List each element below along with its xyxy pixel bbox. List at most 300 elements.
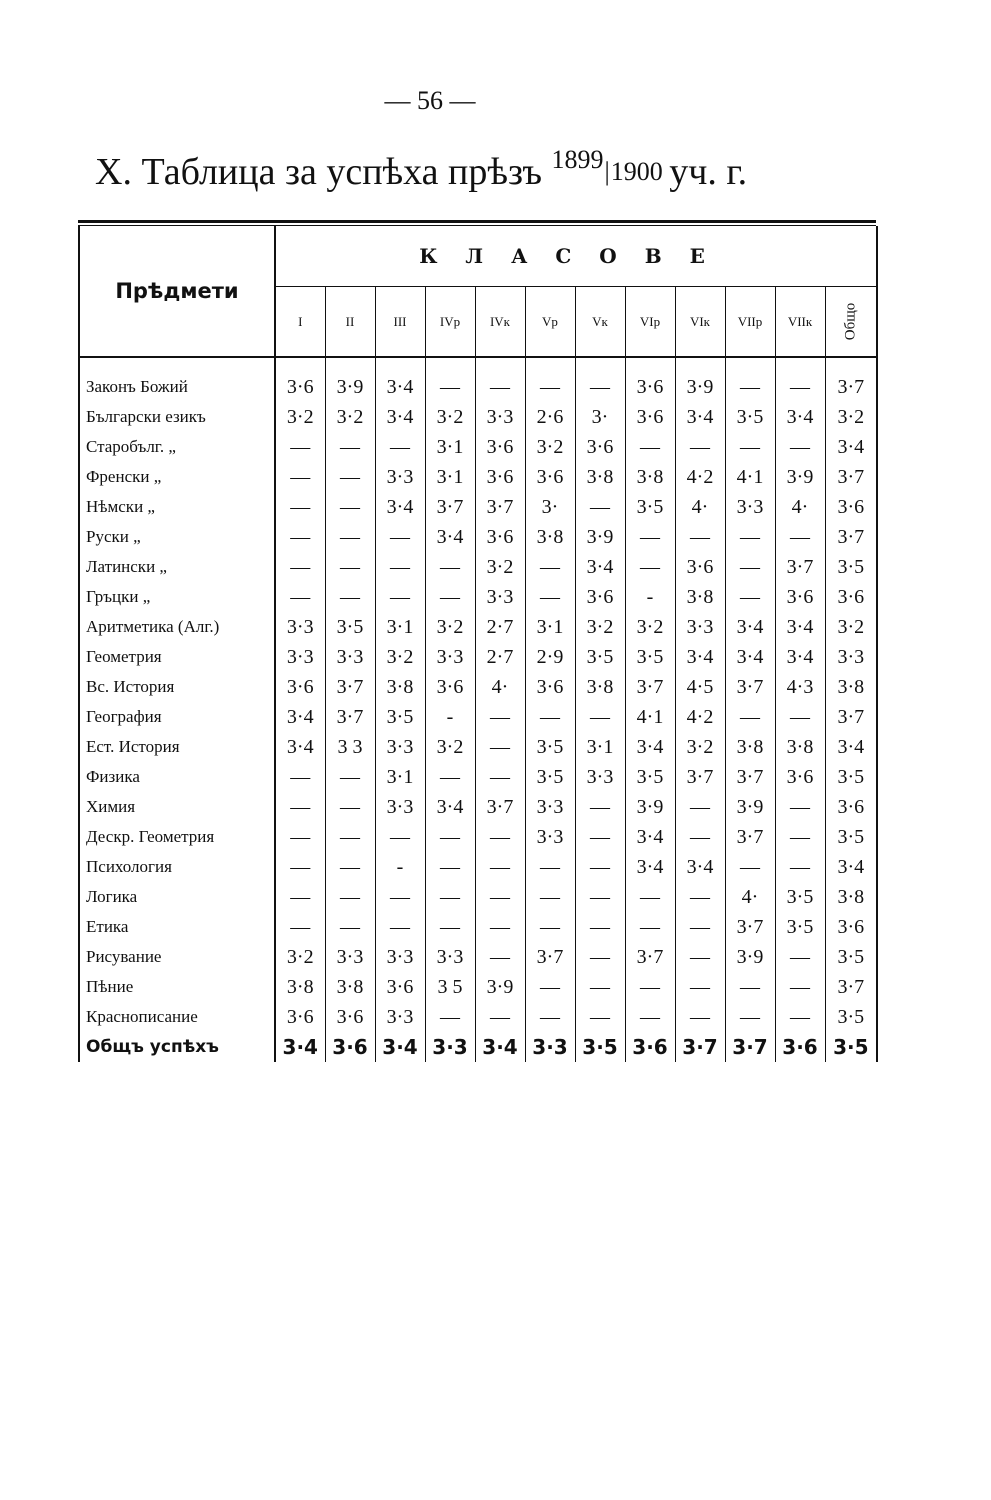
grade-cell: — xyxy=(475,702,525,732)
subject-cell: Старобълг. „ xyxy=(79,432,275,462)
subject-cell: Български езикъ xyxy=(79,402,275,432)
grade-cell: 4·2 xyxy=(675,702,725,732)
grade-cell: — xyxy=(625,1002,675,1032)
grade-cell: 3·1 xyxy=(575,732,625,762)
grade-cell: 3·4 xyxy=(275,702,325,732)
grade-cell: 3·4 xyxy=(575,552,625,582)
grade-cell: 3·3 xyxy=(375,942,425,972)
grade-cell: — xyxy=(725,702,775,732)
grade-cell: 3·4 xyxy=(375,402,425,432)
subject-cell: Химия xyxy=(79,792,275,822)
grade-cell: 3·5 xyxy=(625,642,675,672)
grade-cell: 4· xyxy=(675,492,725,522)
table-row xyxy=(79,762,877,792)
grade-cell: — xyxy=(425,912,475,942)
grade-cell: — xyxy=(325,582,375,612)
grade-cell: 3·3 xyxy=(675,612,725,642)
class-column-header: Vк xyxy=(575,287,625,357)
classes-group-header: КЛАСОВЕ xyxy=(275,226,877,287)
grade-cell: — xyxy=(275,762,325,792)
table-row xyxy=(79,462,877,492)
grade-cell: 3·6 xyxy=(275,357,325,402)
grade-cell: — xyxy=(675,522,725,552)
grade-cell: 3·6 xyxy=(375,972,425,1002)
grade-cell: 3·9 xyxy=(725,942,775,972)
grade-cell: — xyxy=(575,882,625,912)
grade-cell: — xyxy=(575,357,625,402)
subject-cell: География xyxy=(79,702,275,732)
total-cell: 3·4 xyxy=(825,852,877,882)
total-cell: 3·7 xyxy=(825,522,877,552)
table-row xyxy=(79,522,877,552)
grade-cell: — xyxy=(475,357,525,402)
grade-cell: 4· xyxy=(725,882,775,912)
grade-cell: 3·4 xyxy=(375,1032,425,1062)
grade-cell: 3·2 xyxy=(575,612,625,642)
table-row xyxy=(79,972,877,1002)
grade-cell: — xyxy=(575,822,625,852)
table-row xyxy=(79,672,877,702)
grade-cell: — xyxy=(575,852,625,882)
grade-cell: — xyxy=(325,552,375,582)
grade-cell: 3·9 xyxy=(325,357,375,402)
grade-cell: — xyxy=(325,792,375,822)
grade-cell: — xyxy=(375,432,425,462)
grade-cell: 3 3 xyxy=(325,732,375,762)
grade-cell: 3·3 xyxy=(425,942,475,972)
total-cell: 3·2 xyxy=(825,612,877,642)
grade-cell: 3·4 xyxy=(725,612,775,642)
total-cell: 3·5 xyxy=(825,1032,877,1062)
grade-cell: 3·2 xyxy=(375,642,425,672)
class-column-header: Vр xyxy=(525,287,575,357)
grade-cell: — xyxy=(425,882,475,912)
grade-cell: 3·7 xyxy=(325,702,375,732)
grade-cell: 3·8 xyxy=(725,732,775,762)
grade-cell: 3·9 xyxy=(575,522,625,552)
grade-cell: — xyxy=(325,912,375,942)
grade-cell: — xyxy=(275,432,325,462)
grade-cell: — xyxy=(475,882,525,912)
subject-cell: Латински „ xyxy=(79,552,275,582)
grade-cell: 3·2 xyxy=(425,732,475,762)
grade-cell: 3·3 xyxy=(275,642,325,672)
total-cell: 3·4 xyxy=(825,732,877,762)
grade-cell: 3·6 xyxy=(575,432,625,462)
grade-cell: 3·3 xyxy=(725,492,775,522)
grade-cell: — xyxy=(275,822,325,852)
subject-cell: Общъ успѣхъ xyxy=(79,1032,275,1062)
grade-cell: — xyxy=(525,912,575,942)
title-suffix: уч. г. xyxy=(669,151,748,193)
subject-cell: Френски „ xyxy=(79,462,275,492)
grade-cell: — xyxy=(575,702,625,732)
grade-cell: 3·3 xyxy=(525,1032,575,1062)
subject-cell: Законъ Божий xyxy=(79,357,275,402)
grade-cell: 3·2 xyxy=(525,432,575,462)
class-column-header: IVк xyxy=(475,287,525,357)
grade-cell: 3·6 xyxy=(775,762,825,792)
grade-cell: 3·5 xyxy=(575,642,625,672)
grade-cell: 3·8 xyxy=(575,462,625,492)
table-row xyxy=(79,852,877,882)
grade-cell: — xyxy=(475,1002,525,1032)
grade-cell: 3·2 xyxy=(425,402,475,432)
grade-cell: 3·6 xyxy=(625,402,675,432)
grade-cell: 3·7 xyxy=(425,492,475,522)
title-year-end: 1900 xyxy=(610,157,663,186)
grade-cell: 3·1 xyxy=(425,432,475,462)
grade-cell: — xyxy=(675,792,725,822)
grade-cell: — xyxy=(775,942,825,972)
subject-cell: Руски „ xyxy=(79,522,275,552)
grade-cell: 3·9 xyxy=(725,792,775,822)
grade-cell: 3·9 xyxy=(625,792,675,822)
grade-cell: — xyxy=(675,882,725,912)
grade-cell: 3·4 xyxy=(725,642,775,672)
table-row xyxy=(79,942,877,972)
grade-cell: 4·1 xyxy=(725,462,775,492)
class-column-header: VIр xyxy=(625,287,675,357)
table-row xyxy=(79,492,877,522)
table-row xyxy=(79,582,877,612)
class-column-header: IVр xyxy=(425,287,475,357)
grade-cell: 3·3 xyxy=(425,1032,475,1062)
grade-cell: 3·4 xyxy=(275,1032,325,1062)
grade-cell: — xyxy=(275,462,325,492)
grade-cell: — xyxy=(325,522,375,552)
grade-cell: 3·4 xyxy=(425,522,475,552)
grade-cell: 3·6 xyxy=(325,1032,375,1062)
grade-cell: 3·5 xyxy=(525,762,575,792)
subject-cell: Ест. История xyxy=(79,732,275,762)
class-column-header: III xyxy=(375,287,425,357)
grade-cell: — xyxy=(625,432,675,462)
grade-cell: — xyxy=(775,972,825,1002)
grade-cell: — xyxy=(325,822,375,852)
total-cell: 3·5 xyxy=(825,552,877,582)
grade-cell: — xyxy=(425,822,475,852)
grade-cell: 3·7 xyxy=(725,912,775,942)
grade-cell: — xyxy=(675,912,725,942)
grade-cell: 3·5 xyxy=(625,762,675,792)
grade-cell: 3·4 xyxy=(675,852,725,882)
grade-cell: — xyxy=(725,1002,775,1032)
grade-cell: — xyxy=(275,492,325,522)
grade-cell: 3·7 xyxy=(675,1032,725,1062)
grade-cell: — xyxy=(375,912,425,942)
results-table xyxy=(78,226,878,1062)
grade-cell: 3·8 xyxy=(375,672,425,702)
grade-cell: — xyxy=(375,522,425,552)
total-cell: 3·5 xyxy=(825,1002,877,1032)
grade-cell: 3·1 xyxy=(375,762,425,792)
grade-cell: — xyxy=(525,357,575,402)
table-row xyxy=(79,357,877,402)
grade-cell: — xyxy=(725,357,775,402)
grade-cell: 3·6 xyxy=(775,1032,825,1062)
table-row xyxy=(79,792,877,822)
grade-cell: 3·7 xyxy=(625,942,675,972)
page-number: — 56 — xyxy=(384,86,476,115)
grade-cell: 2·6 xyxy=(525,402,575,432)
grade-cell: 3·3 xyxy=(325,942,375,972)
grade-cell: 3·1 xyxy=(425,462,475,492)
grade-cell: 3·5 xyxy=(625,492,675,522)
grade-cell: — xyxy=(725,852,775,882)
grade-cell: — xyxy=(575,942,625,972)
grade-cell: — xyxy=(525,882,575,912)
total-cell: 3·8 xyxy=(825,882,877,912)
subject-cell: Психология xyxy=(79,852,275,882)
grade-cell: 3· xyxy=(525,492,575,522)
grade-cell: 2·7 xyxy=(475,612,525,642)
grade-cell: 3·7 xyxy=(325,672,375,702)
grade-cell: 3·7 xyxy=(725,672,775,702)
grade-cell: — xyxy=(425,852,475,882)
top-rule xyxy=(78,220,876,223)
subject-cell: Аритметика (Алг.) xyxy=(79,612,275,642)
grade-cell: 3·6 xyxy=(425,672,475,702)
grade-cell: 3·2 xyxy=(675,732,725,762)
grade-cell: — xyxy=(625,912,675,942)
grade-cell: 3·6 xyxy=(475,522,525,552)
grade-cell: 3·5 xyxy=(575,1032,625,1062)
grade-cell: — xyxy=(625,552,675,582)
grade-cell: — xyxy=(525,972,575,1002)
grade-cell: 3· xyxy=(575,402,625,432)
total-cell: 3·6 xyxy=(825,912,877,942)
grade-cell: 3·3 xyxy=(375,462,425,492)
grade-cell: — xyxy=(325,852,375,882)
title-prefix: X. Таблица за успѣха прѣзъ xyxy=(95,151,543,193)
grade-cell: 3·8 xyxy=(325,972,375,1002)
subject-cell: Вс. История xyxy=(79,672,275,702)
grade-cell: 3·4 xyxy=(675,402,725,432)
grade-cell: 3·3 xyxy=(375,792,425,822)
grade-cell: — xyxy=(425,762,475,792)
table-row xyxy=(79,402,877,432)
title-year-start: 1899 xyxy=(551,145,604,174)
grade-cell: 3·4 xyxy=(625,852,675,882)
grade-cell: - xyxy=(375,852,425,882)
grade-cell: 3·7 xyxy=(725,1032,775,1062)
total-column-header xyxy=(825,287,877,357)
grade-cell: — xyxy=(775,852,825,882)
grade-cell: — xyxy=(475,732,525,762)
grade-cell: 3·6 xyxy=(475,432,525,462)
grade-cell: — xyxy=(375,882,425,912)
grade-cell: — xyxy=(275,582,325,612)
grade-cell: — xyxy=(275,882,325,912)
grade-cell: — xyxy=(675,1002,725,1032)
grade-cell: — xyxy=(275,912,325,942)
total-cell: 3·6 xyxy=(825,792,877,822)
grade-cell: — xyxy=(575,912,625,942)
grade-cell: 3·7 xyxy=(525,942,575,972)
grade-cell: — xyxy=(375,552,425,582)
table-row xyxy=(79,882,877,912)
grade-cell: 3·4 xyxy=(675,642,725,672)
grade-cell: 3·2 xyxy=(425,612,475,642)
grade-cell: 3·6 xyxy=(775,582,825,612)
table-body xyxy=(79,357,877,1062)
grade-cell: — xyxy=(525,1002,575,1032)
table-row xyxy=(79,732,877,762)
grade-cell: 3·3 xyxy=(525,822,575,852)
grade-cell: 2·7 xyxy=(475,642,525,672)
total-cell: 3·5 xyxy=(825,942,877,972)
grade-cell: — xyxy=(775,792,825,822)
grade-cell: — xyxy=(275,852,325,882)
grade-cell: — xyxy=(375,582,425,612)
grade-cell: — xyxy=(775,702,825,732)
grade-cell: 3·3 xyxy=(475,402,525,432)
subject-cell: Пѣние xyxy=(79,972,275,1002)
grade-cell: 3·9 xyxy=(675,357,725,402)
grade-cell: 3·3 xyxy=(575,762,625,792)
subject-cell: Краснописание xyxy=(79,1002,275,1032)
grade-cell: 3 5 xyxy=(425,972,475,1002)
table-row xyxy=(79,702,877,732)
grade-cell: 3·7 xyxy=(725,822,775,852)
grade-cell: 4· xyxy=(475,672,525,702)
total-cell: 3·7 xyxy=(825,702,877,732)
total-cell: 3·5 xyxy=(825,822,877,852)
class-column-header: II xyxy=(325,287,375,357)
grade-cell: 3·3 xyxy=(425,642,475,672)
grade-cell: 3·3 xyxy=(325,642,375,672)
grade-cell: 3·8 xyxy=(575,672,625,702)
grade-cell: 3·6 xyxy=(275,1002,325,1032)
grade-cell: 3·4 xyxy=(775,642,825,672)
grade-cell: 3·6 xyxy=(475,462,525,492)
table-row xyxy=(79,1002,877,1032)
grade-cell: 3·7 xyxy=(775,552,825,582)
grade-cell: — xyxy=(275,552,325,582)
grade-cell: 3·8 xyxy=(625,462,675,492)
grade-cell: — xyxy=(575,972,625,1002)
subject-column-header: Прѣдмети xyxy=(79,226,275,357)
grade-cell: 2·9 xyxy=(525,642,575,672)
grade-cell: — xyxy=(425,1002,475,1032)
subject-cell: Нѣмски „ xyxy=(79,492,275,522)
grade-cell: — xyxy=(525,702,575,732)
grade-cell: 3·4 xyxy=(625,822,675,852)
grade-cell: 3·3 xyxy=(475,582,525,612)
grade-cell: — xyxy=(625,882,675,912)
grade-cell: 3·7 xyxy=(675,762,725,792)
grade-cell: - xyxy=(425,702,475,732)
grade-cell: 3·5 xyxy=(375,702,425,732)
grade-cell: 4·1 xyxy=(625,702,675,732)
grade-cell: — xyxy=(275,792,325,822)
grade-cell: — xyxy=(525,852,575,882)
grade-cell: — xyxy=(625,522,675,552)
grade-cell: 3·4 xyxy=(275,732,325,762)
grade-cell: — xyxy=(425,357,475,402)
grade-cell: 3·7 xyxy=(475,492,525,522)
grade-cell: 3·6 xyxy=(275,672,325,702)
title-year-separator: | xyxy=(604,157,610,186)
subject-cell: Гръцки „ xyxy=(79,582,275,612)
class-column-header: VIк xyxy=(675,287,725,357)
total-cell: 3·2 xyxy=(825,402,877,432)
grade-cell: 3·2 xyxy=(275,942,325,972)
grade-cell: — xyxy=(625,972,675,1002)
table-row xyxy=(79,432,877,462)
grade-cell: 3·4 xyxy=(625,732,675,762)
class-column-header: I xyxy=(275,287,325,357)
total-cell: 3·7 xyxy=(825,972,877,1002)
total-cell: 3·4 xyxy=(825,432,877,462)
class-column-header: VIIр xyxy=(725,287,775,357)
table-row xyxy=(79,552,877,582)
grade-cell: 3·2 xyxy=(475,552,525,582)
grade-cell: 3·6 xyxy=(525,462,575,492)
grade-cell: 3·7 xyxy=(625,672,675,702)
grade-cell: — xyxy=(475,942,525,972)
subject-cell: Логика xyxy=(79,882,275,912)
grade-cell: 3·2 xyxy=(275,402,325,432)
grade-cell: — xyxy=(425,552,475,582)
total-cell: 3·7 xyxy=(825,357,877,402)
grade-cell: 3·4 xyxy=(775,612,825,642)
grade-cell: 4·3 xyxy=(775,672,825,702)
subject-cell: Рисувание xyxy=(79,942,275,972)
grade-cell: — xyxy=(425,582,475,612)
grade-cell: 3·4 xyxy=(475,1032,525,1062)
grade-cell: — xyxy=(775,1002,825,1032)
grade-cell: — xyxy=(325,882,375,912)
grade-cell: — xyxy=(725,582,775,612)
grade-cell: — xyxy=(475,762,525,792)
grade-cell: — xyxy=(575,792,625,822)
grade-cell: 3·6 xyxy=(575,582,625,612)
subject-cell: Геометрия xyxy=(79,642,275,672)
grade-cell: 3·3 xyxy=(275,612,325,642)
grade-cell: — xyxy=(775,822,825,852)
header-row-group xyxy=(79,226,877,287)
grade-cell: — xyxy=(475,852,525,882)
grade-cell: — xyxy=(675,432,725,462)
grade-cell: 3·9 xyxy=(475,972,525,1002)
grade-cell: 3·1 xyxy=(375,612,425,642)
grade-cell: — xyxy=(525,582,575,612)
total-column-header-label: Общо xyxy=(842,302,859,341)
grade-cell: — xyxy=(475,822,525,852)
grade-cell: 3·8 xyxy=(275,972,325,1002)
grade-cell: — xyxy=(775,357,825,402)
grade-cell: 3·9 xyxy=(775,462,825,492)
grade-cell: 4·2 xyxy=(675,462,725,492)
grade-cell: - xyxy=(625,582,675,612)
grade-cell: — xyxy=(675,942,725,972)
grade-cell: 3·2 xyxy=(325,402,375,432)
grade-cell: 3·8 xyxy=(675,582,725,612)
class-column-header: VIIк xyxy=(775,287,825,357)
grade-cell: 3·1 xyxy=(525,612,575,642)
subject-cell: Етика xyxy=(79,912,275,942)
table-row xyxy=(79,912,877,942)
grade-cell: 3·6 xyxy=(625,1032,675,1062)
total-cell: 3·6 xyxy=(825,582,877,612)
total-cell: 3·8 xyxy=(825,672,877,702)
grade-cell: — xyxy=(325,432,375,462)
grade-cell: 3·5 xyxy=(725,402,775,432)
subject-cell: Физика xyxy=(79,762,275,792)
grade-cell: 4·5 xyxy=(675,672,725,702)
